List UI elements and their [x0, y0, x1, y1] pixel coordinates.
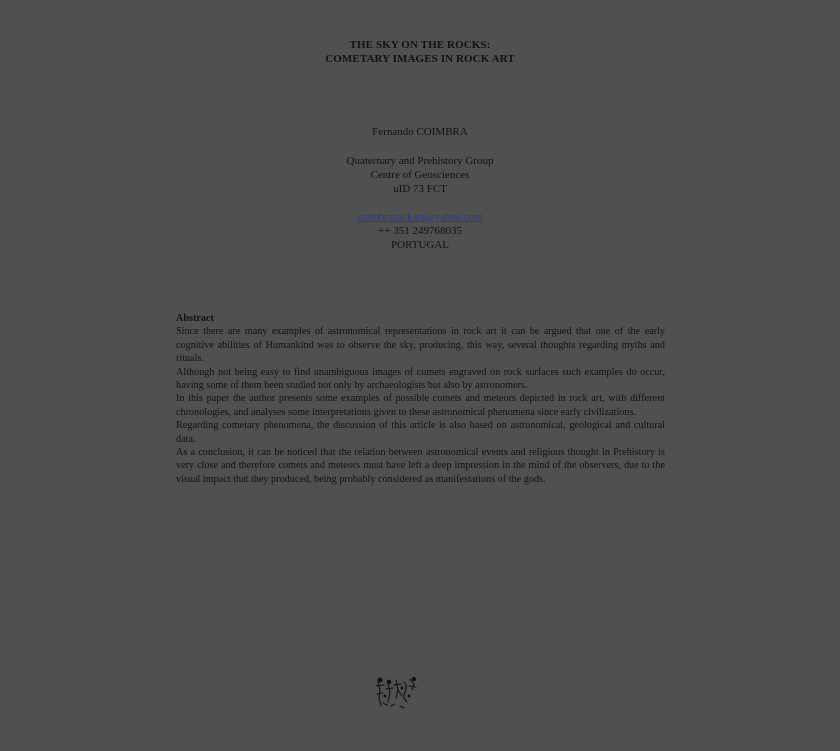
author-block	[0, 125, 840, 252]
abstract-paragraph: Although not being easy to find unambiguous images of comets engraved on rock surfaces such examples do occur, having some of them been studied not only by archaeologists but also by astronomers.	[176, 366, 665, 392]
title-line-2: COMETARY IMAGES IN ROCK ART	[325, 53, 515, 65]
abstract-paragraph: In this paper the author presents some examples of possible comets and meteors depicted in rock art, with different chronologies, and analyses some interpretations given to these astronomical phenomena since early civilizations.	[176, 393, 665, 418]
affiliation-line-1: Quaternary and Prehistory Group	[346, 155, 494, 167]
affiliation-line-3: uID 73 FCT	[393, 183, 447, 195]
abstract-paragraph: As a conclusion, it can be noticed that the relation between astronomical events and religious thought in Prehistory is very close and therefore comets and meteors must have left a deep impression in the mind of the observers, due to the visual impact that they produced, being probably considered as manifestations of the gods.	[176, 447, 665, 485]
abstract-paragraph: Regarding cometary phenomena, the discussion of this article is also based on astronomical, geological and cultural data.	[176, 420, 665, 445]
author-name: Fernando COIMBRA	[372, 126, 468, 138]
author-phone: ++ 351 249768035	[378, 225, 462, 237]
author-country: PORTUGAL	[390, 239, 449, 251]
affiliation-line-2: Centre of Geosciences	[370, 169, 470, 181]
author-email-link[interactable]: coimbrarockart@yahoo.com	[357, 211, 483, 223]
abstract-section	[176, 312, 665, 486]
title-line-1: THE SKY ON THE ROCKS:	[349, 39, 491, 51]
paper-title	[0, 38, 840, 66]
abstract-heading: Abstract	[176, 313, 214, 324]
abstract-paragraph: Since there are many examples of astronomical representations in rock art it can be argued that one of the early cognitive abilities of Humankind was to observe the sky, producing, this way, several thoughts regarding myths and rituals.	[176, 326, 665, 365]
rock-art-figure-image	[374, 676, 420, 712]
